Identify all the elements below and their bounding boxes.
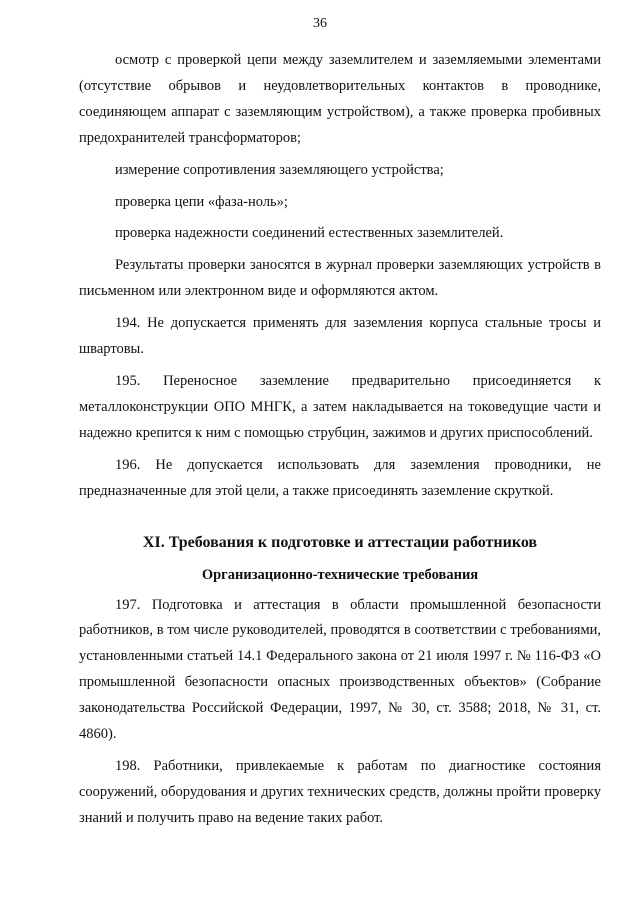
paragraph-196: 196. Не допускается использовать для заземления проводники, не предназначенные для этой цели, а также присоединять заземление скруткой. <box>79 456 601 499</box>
paragraph-195: 195. Переносное заземление предварительно присоединяется к металлоконструкции ОПО МНГК, а затем накладывается на токоведущие части и надежно крепится к ним с помощью струбцин, зажимов и других приспособлений. <box>79 372 601 441</box>
paragraph-results-log: Результаты проверки заносятся в журнал проверки заземляющих устройств в письменном или электронном виде и оформляются актом. <box>79 257 601 300</box>
paragraph-197: 197. Подготовка и аттестация в области промышленной безопасности работников, в том числе руководителей, проводятся в соответствии с требованиями, установленными статьей 14.1 Федерального закона от 21 июля 1997 г. № 116-ФЗ «О промышленной безопасности опасных производственных объектов» (Собрание законодательства Российской Федерации, 1997, № 30, ст. 3588; 2018, № 31, ст. 4860). <box>79 596 601 743</box>
paragraph-resistance-measurement: измерение сопротивления заземляющего устройства; <box>115 161 444 178</box>
page-number: 36 <box>313 16 327 31</box>
paragraph-198: 198. Работники, привлекаемые к работам по диагностике состояния сооружений, оборудования и других технических средств, должны пройти проверку знаний и получить право на ведение таких работ. <box>79 757 601 826</box>
document-body <box>79 48 601 832</box>
paragraph-phase-zero-check: проверка цепи «фаза-ноль»; <box>115 193 288 210</box>
paragraph-inspection-circuit: осмотр с проверкой цепи между заземлителем и заземляемыми элементами (отсутствие обрывов и неудовлетворительных контактов в проводнике, соединяющем аппарат с заземляющим устройством), а также проверка пробивных предохранителей трансформаторов; <box>79 52 601 146</box>
section-title: XI. Требования к подготовке и аттестации работников <box>142 533 538 551</box>
subsection-title: Организационно-технические требования <box>201 566 479 583</box>
paragraph-194: 194. Не допускается применять для заземления корпуса стальные тросы и швартовы. <box>79 315 601 358</box>
paragraph-natural-grounding-check: проверка надежности соединений естественных заземлителей. <box>115 225 504 242</box>
